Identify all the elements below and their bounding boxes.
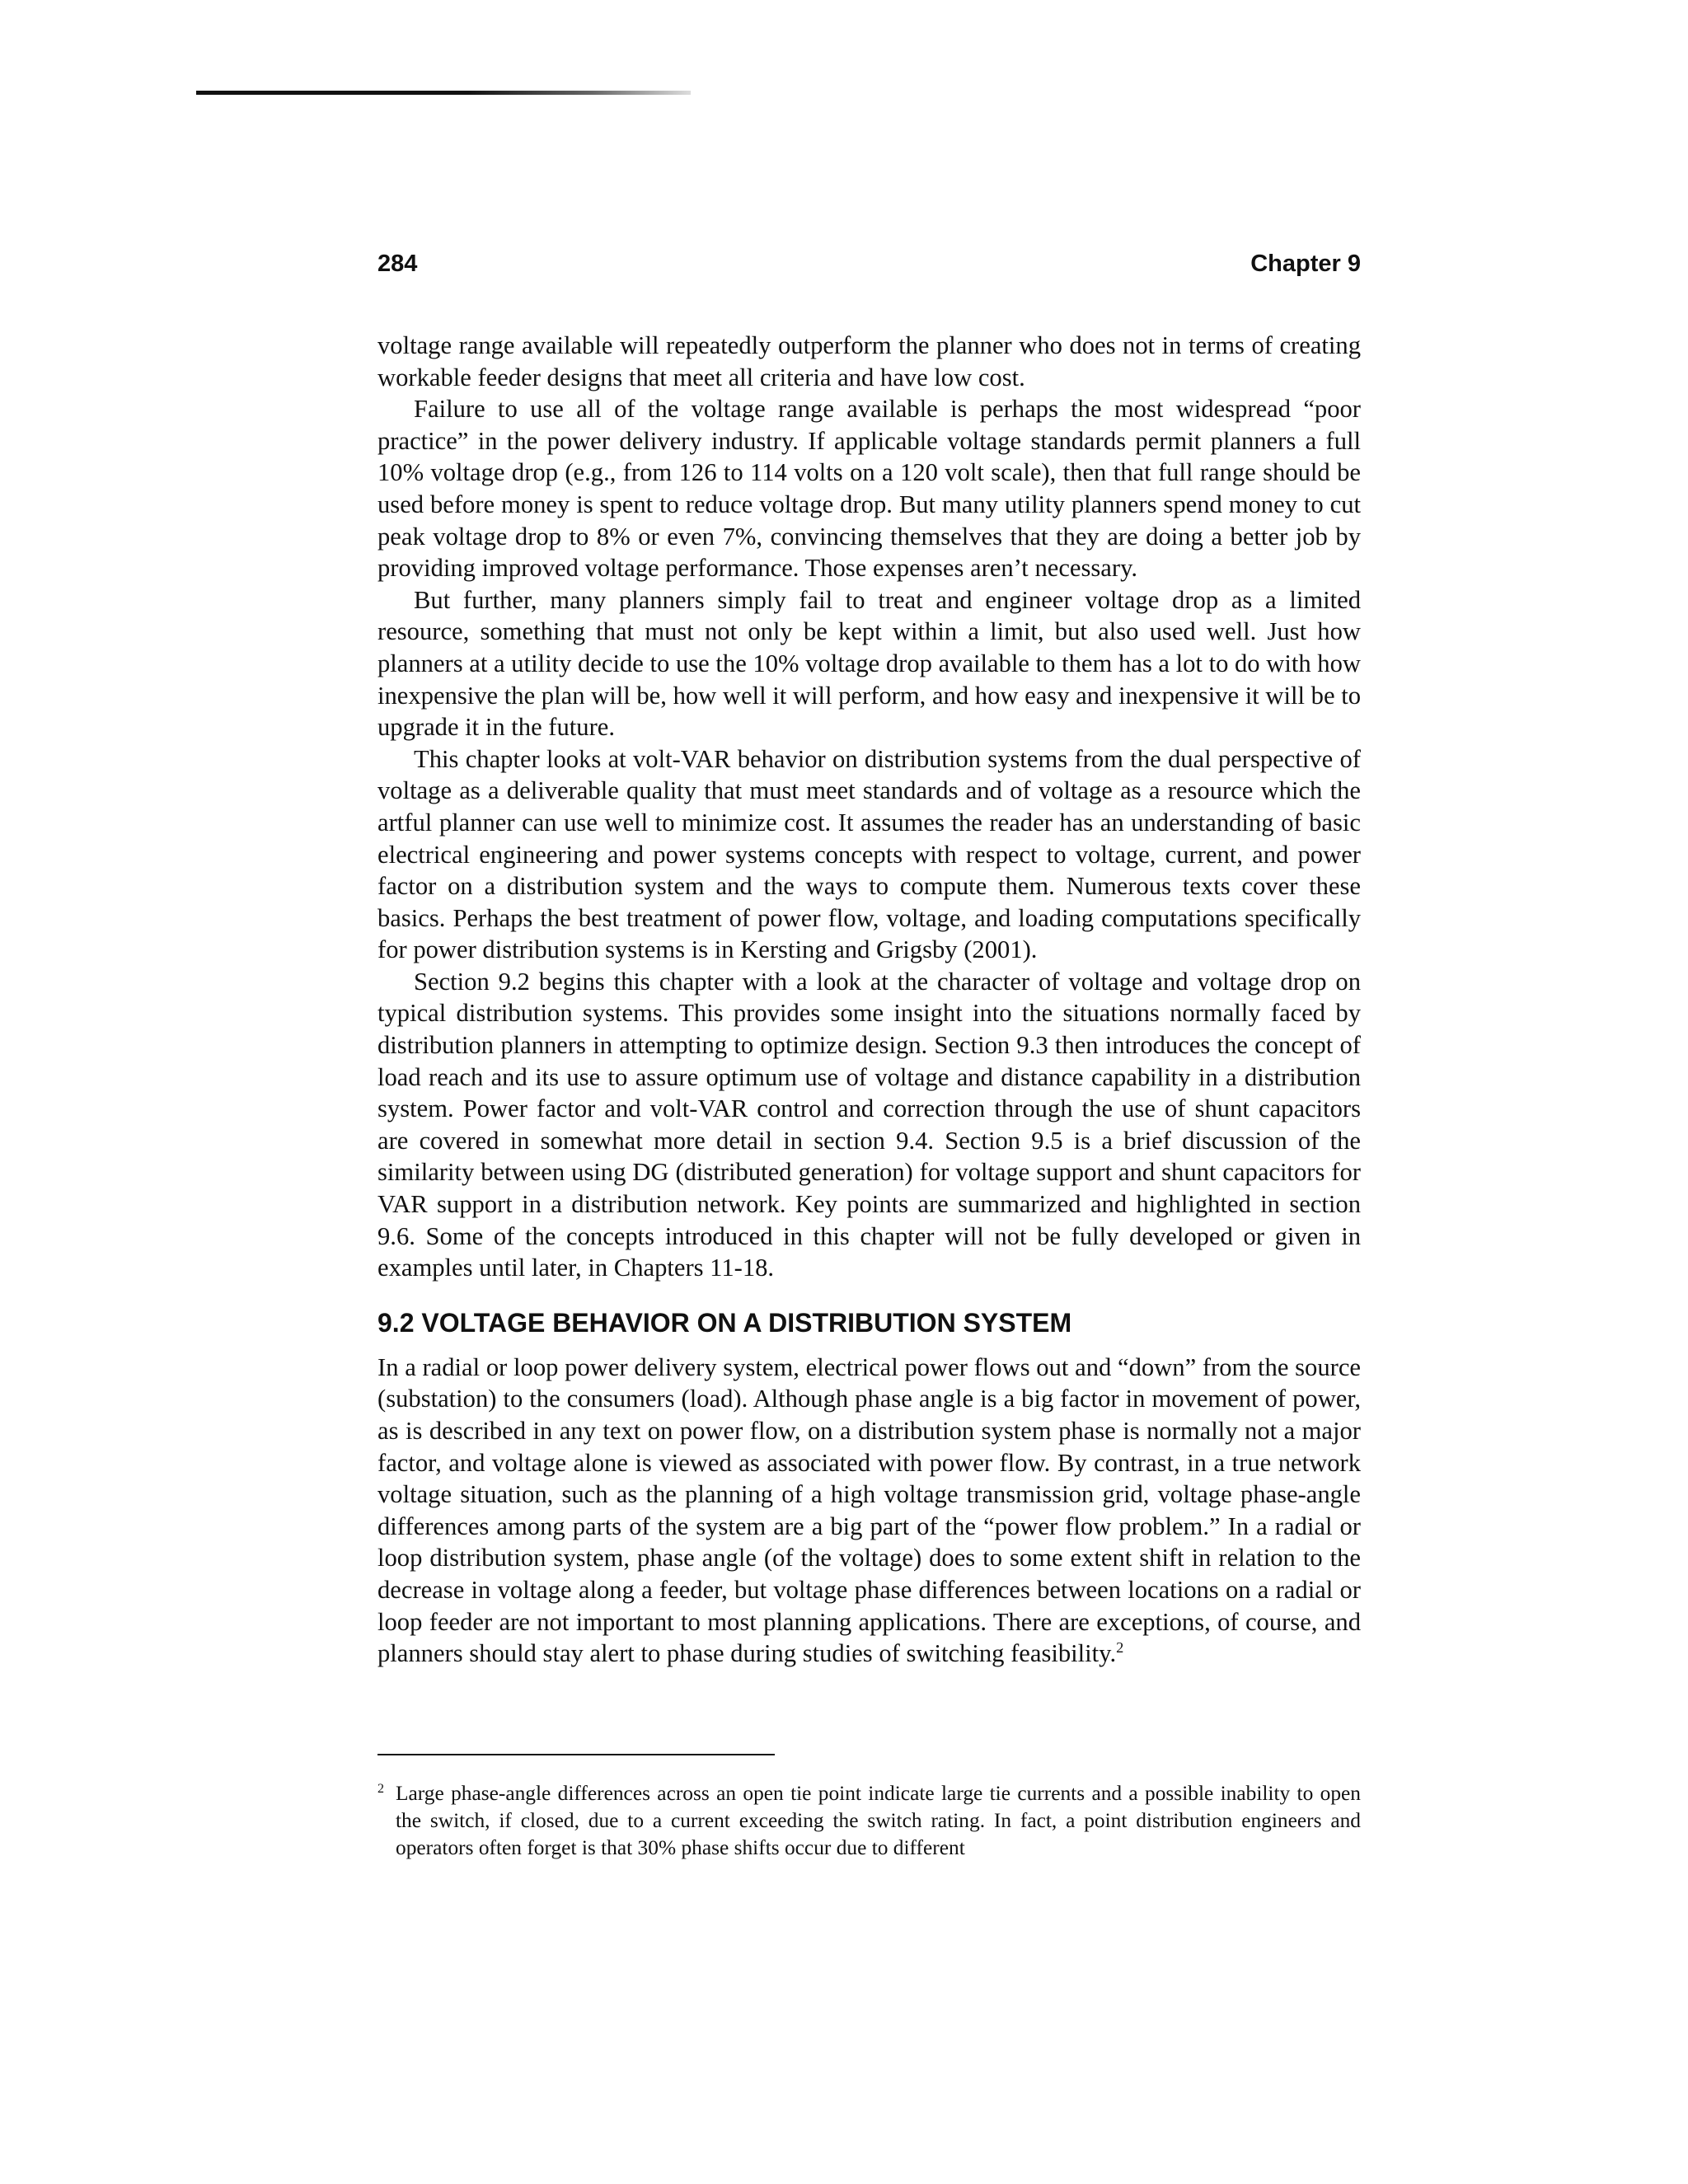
paragraph-chapter-overview: This chapter looks at volt-VAR behavior on distribution systems from the dual perspective of voltage as a deliverable quality that must meet standards and of voltage as a resource which the artful planner can use well to minimize cost. It assumes the reader has an understanding of basic electrical engineering and power systems concepts with respect to voltage, current, and power factor on a distribution system and the ways to compute them. Numerous texts cover these basics. Perhaps the best treatment of power flow, voltage, and loading computations specifically for power distribution systems is in Kersting and Grigsby (2001). bbox=[377, 744, 1361, 964]
section-heading: 9.2 VOLTAGE BEHAVIOR ON A DISTRIBUTION SYSTEM bbox=[377, 1307, 1072, 1338]
paragraph-section-outline: Section 9.2 begins this chapter with a look at the character of voltage and voltage drop on typical distribution systems. This provides some insight into the situations normally faced by distribution planners in attempting to optimize design. Section 9.3 then introduces the concept of load reach and its use to assure optimum use of voltage and distance capability in a distribution system. Power factor and volt-VAR control and correction through the use of shunt capacitors are covered in somewhat more detail in section 9.4. Section 9.5 is a brief discussion of the similarity between using DG (distributed generation) for voltage support and shunt capacitors for VAR support in a distribution network. Key points are summarized and highlighted in section 9.6. Some of the concepts introduced in this chapter will not be fully developed or given in examples until later, in Chapters 11-18. bbox=[377, 967, 1361, 1282]
paragraph-radial-power-flow bbox=[377, 1352, 1361, 1670]
chapter-label: Chapter 9 bbox=[1250, 251, 1361, 277]
page-number: 284 bbox=[377, 251, 418, 277]
paragraph-limited-resource: But further, many planners simply fail to treat and engineer voltage drop as a limited resource, something that must not only be kept within a limit, but also used well. Just how planners at a utility decide to use the 10% voltage drop available to them has a lot to do with how inexpensive the plan will be, how well it will perform, and how easy and inexpensive it will be to upgrade it in the future. bbox=[377, 585, 1361, 742]
main-text bbox=[377, 330, 1361, 1670]
footnote-divider bbox=[377, 1754, 775, 1755]
paragraph-poor-practice: Failure to use all of the voltage range available is perhaps the most widespread “poor practice” in the power delivery industry. If applicable voltage standards permit planners a full 10% voltage drop (e.g., from 126 to 114 volts on a 120 volt scale), then that full range should be used before money is spent to reduce voltage drop. But many utility planners spend money to cut peak voltage drop to 8% or even 7%, convincing themselves that they are doing a better job by providing improved voltage performance. Those expenses aren’t necessary. bbox=[377, 395, 1361, 583]
footnote-reference[interactable]: 2 bbox=[1116, 1638, 1124, 1656]
footnote bbox=[377, 1780, 1361, 1862]
paragraph-continued: voltage range available will repeatedly outperform the planner who does not in terms of creating workable feeder designs that meet all criteria and have low cost. bbox=[377, 331, 1361, 391]
paragraph-radial-power-flow-text: In a radial or loop power delivery system, electrical power flows out and “down” from the source (substation) to the consumers (load). Although phase angle is a big factor in movement of power, as is described in any text on power flow, on a distribution system phase is normally not a major factor, and voltage alone is viewed as associated with power flow. By contrast, in a true network voltage situation, such as the planning of a high voltage transmission grid, voltage phase-angle differences among parts of the system are a big part of the “power flow problem.” In a radial or loop distribution system, phase angle (of the voltage) does to some extent shift in relation to the decrease in voltage along a feeder, but voltage phase differences between locations on a radial or loop feeder are not important to most planning applications. There are exceptions, of course, and planners should stay alert to phase during studies of switching feasibility. bbox=[377, 1352, 1361, 1668]
footnote-marker: 2 bbox=[377, 1782, 384, 1796]
running-header bbox=[377, 249, 1361, 279]
top-decorative-rule bbox=[196, 91, 691, 95]
footnote-text: Large phase-angle differences across an open tie point indicate large tie currents and a possible inability to open the switch, if closed, due to a current exceeding the switch rating. In fact, a point distribution engineers and operators often forget is that 30% phase shifts occur due to different bbox=[396, 1782, 1361, 1859]
